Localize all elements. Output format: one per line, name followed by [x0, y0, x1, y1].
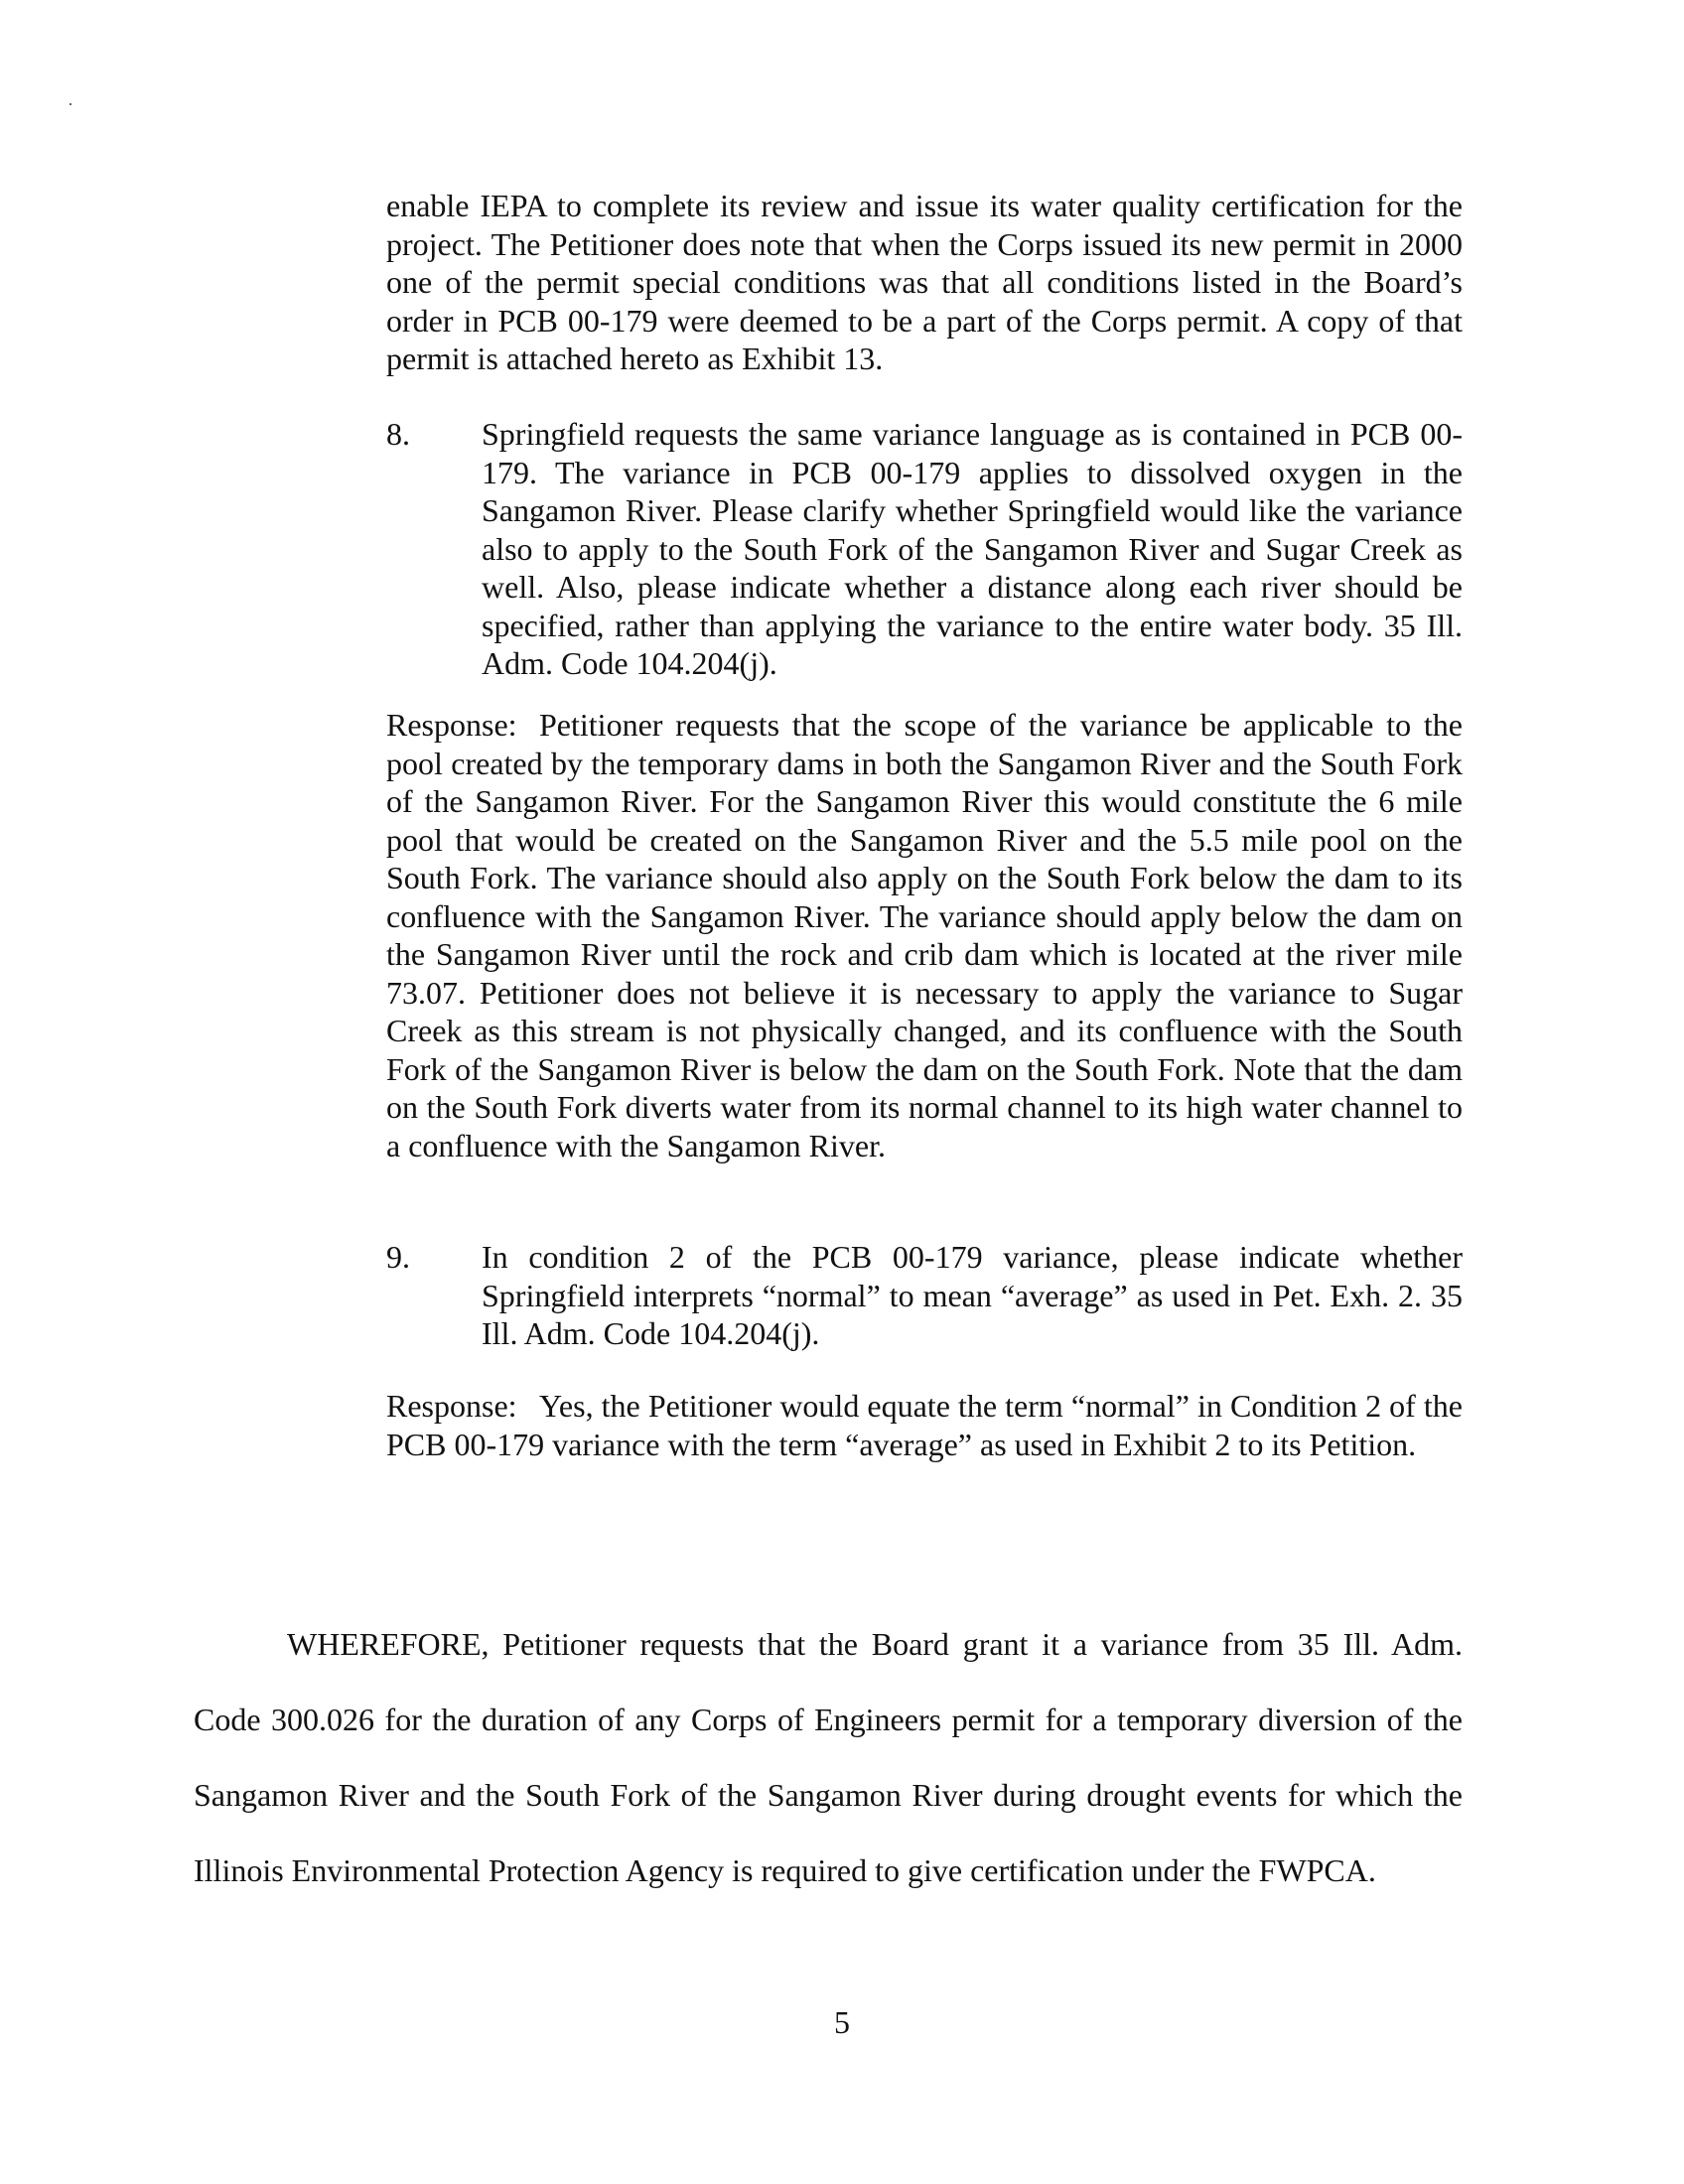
- response-label: Response:: [386, 707, 517, 743]
- question-text: Springfield requests the same variance language as is contained in PCB 00-179. The variance in PCB 00-179 applies to dissolved oxygen in the Sangamon River. Please clarify whether Springfield would like the variance also to apply to the South Fork of the Sangamon River and Sugar Creek as well. Also, please indicate whether a distance along each river should be specified, rather than applying the variance to the entire water body. 35 Ill. Adm. Code 104.204(j).: [482, 416, 1463, 681]
- question-text: In condition 2 of the PCB 00-179 variance, please indicate whether Springfield interprets “normal” to mean “average” as used in Pet. Exh. 2. 35 Ill. Adm. Code 104.204(j).: [482, 1239, 1463, 1351]
- response-text: Yes, the Petitioner would equate the term “normal” in Condition 2 of the PCB 00-179 variance with the term “average” as used in Exhibit 2 to its Petition.: [386, 1388, 1463, 1462]
- response-text: Petitioner requests that the scope of the variance be applicable to the pool created by the temporary dams in both the Sangamon River and the South Fork of the Sangamon River. For the Sangamon River this would constitute the 6 mile pool that would be created on the Sangamon River and the 5.5 mile pool on the South Fork. The variance should also apply on the South Fork below the dam to its confluence with the Sangamon River. The variance should apply below the dam on the Sangamon River until the rock and crib dam which is located at the river mile 73.07. Petitioner does not believe it is necessary to apply the variance to Sugar Creek as this stream is not physically changed, and its confluence with the South Fork of the Sangamon River is below the dam on the South Fork. Note that the dam on the South Fork diverts water from its normal channel to its high water channel to a confluence with the Sangamon River.: [386, 707, 1463, 1163]
- question-number: 9.: [386, 1239, 410, 1275]
- response-label: Response:: [386, 1388, 517, 1424]
- page-number: 5: [834, 2004, 850, 2040]
- question-number: 8.: [386, 416, 410, 452]
- scan-speck: [70, 103, 71, 105]
- intro-paragraph: enable IEPA to complete its review and issue its water quality certification for the project. The Petitioner does note that when the Corps issued its new permit in 2000 one of the permit special conditions was that all conditions listed in the Board’s order in PCB 00-179 were deemed to be a part of the Corps permit. A copy of that permit is attached hereto as Exhibit 13.: [386, 188, 1463, 376]
- question-item-9: [386, 1238, 1463, 1353]
- question-item-8: [386, 415, 1463, 683]
- response-9: [386, 1387, 1463, 1463]
- wherefore-paragraph: WHEREFORE, Petitioner requests that the Board grant it a variance from 35 Ill. Adm. Code 300.026 for the duration of any Corps of Engineers permit for a temporary diversion of the Sangamon River and the South Fork of the Sangamon River during drought events for which the Illinois Environmental Protection Agency is required to give certification under the FWPCA.: [194, 1626, 1463, 1888]
- response-8: [386, 706, 1463, 1164]
